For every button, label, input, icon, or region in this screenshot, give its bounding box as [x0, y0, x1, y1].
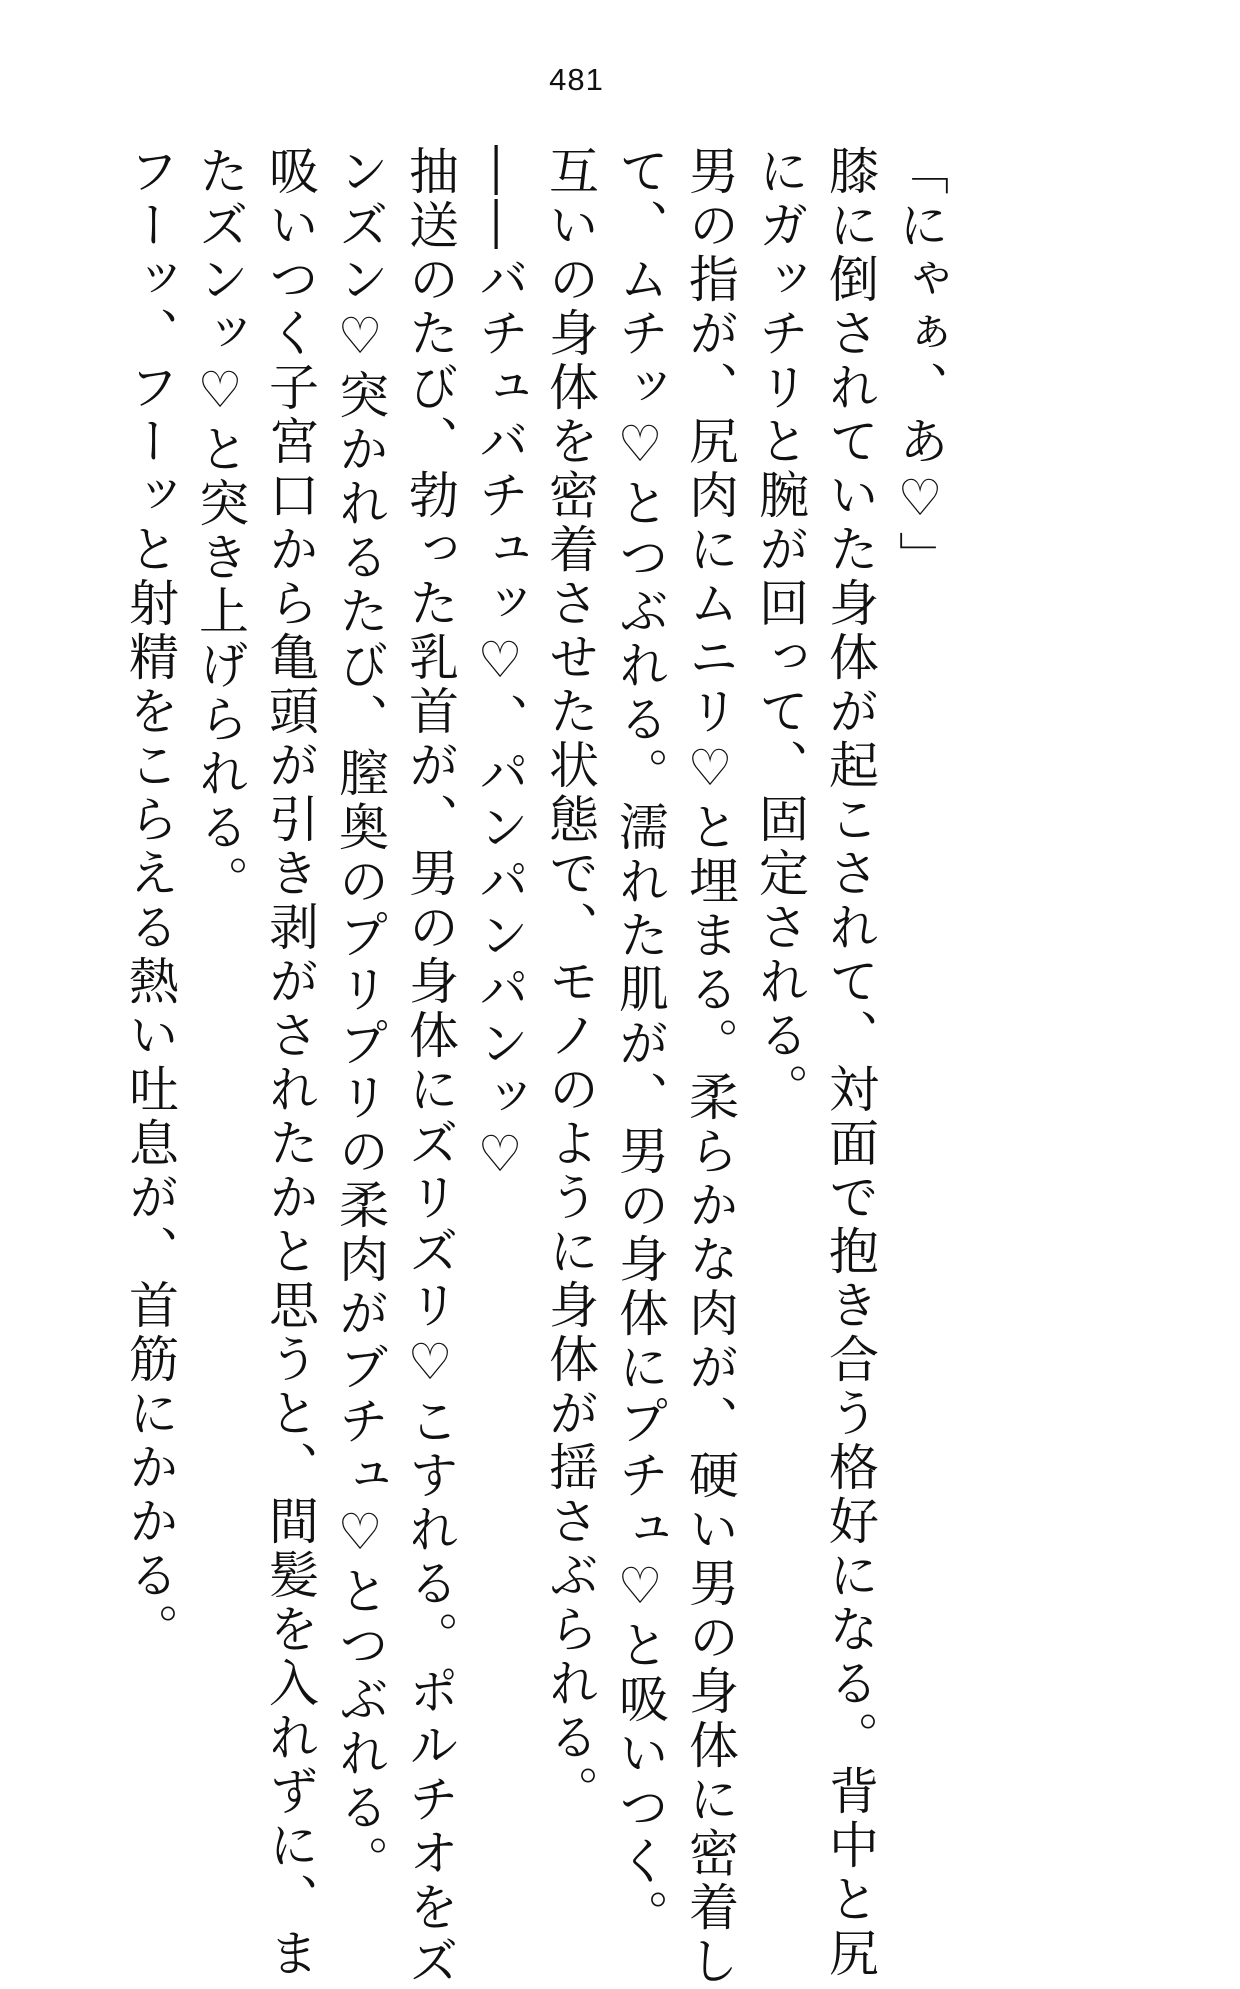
vertical-text-body — [121, 145, 955, 1989]
text-line: 吸いつく子宮口から亀頭が引き剥がされたかと思うと、間髪を入れずに、ま — [261, 145, 319, 1981]
text-line: たズンッ♡と突き上げられる。 — [191, 145, 249, 909]
text-line: 男の指が、尻肉にムニリ♡と埋まる。柔らかな肉が、硬い男の身体に密着し — [681, 145, 739, 1989]
text-line: 互いの身体を密着させた状態で、モノのように身体が揺さぶられる。 — [541, 145, 599, 1819]
text-line: フーッ、フーッと射精をこらえる熱い吐息が、首筋にかかる。 — [121, 145, 179, 1657]
page-number: 481 — [549, 62, 604, 97]
text-line: ――バチュバチュッ♡、パンパンパンッ♡ — [471, 145, 529, 1187]
text-line: て、ムチッ♡とつぶれる。濡れた肌が、男の身体にプチュ♡と吸いつく。 — [611, 145, 669, 1943]
text-line: 膝に倒されていた身体が起こされて、対面で抱き合う格好になる。背中と尻 — [821, 145, 879, 1981]
text-line: にガッチリと腕が回って、固定される。 — [751, 145, 809, 1117]
text-line: 「にゃぁ、あ♡」 — [891, 145, 949, 585]
text-line: 抽送のたび、勃った乳首が、男の身体にズリズリ♡こすれる。ポルチオをズ — [401, 145, 459, 1989]
text-line: ンズン♡突かれるたび、膣奥のプリプリの柔肉がブチュ♡とつぶれる。 — [331, 145, 389, 1889]
